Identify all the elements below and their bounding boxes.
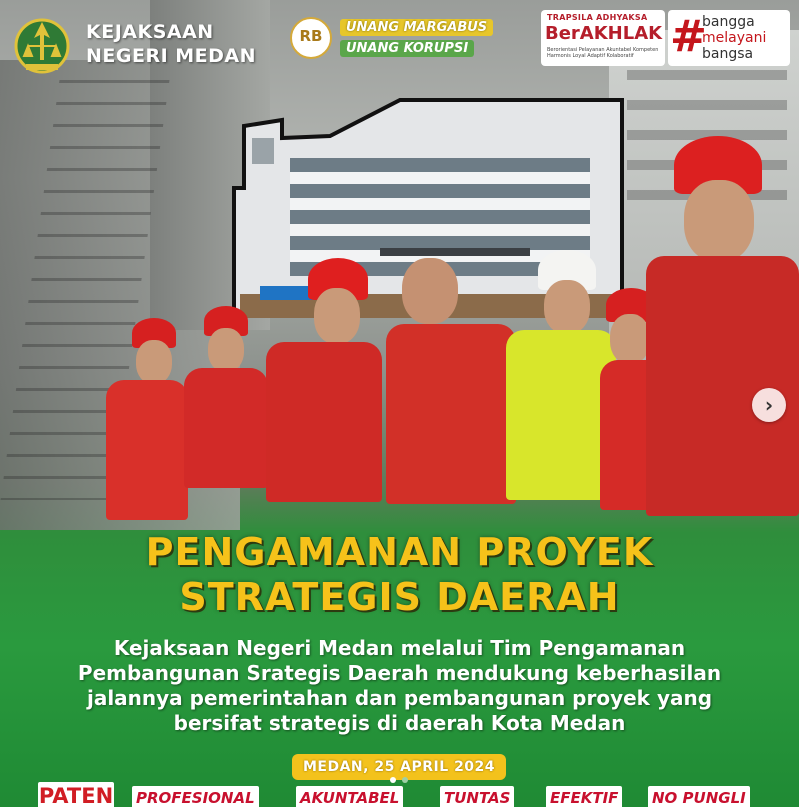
headline-line1: PENGAMANAN PROYEK bbox=[145, 530, 654, 574]
worker-1 bbox=[96, 318, 188, 518]
bangga-line2: melayani bbox=[702, 30, 767, 46]
description-text: Kejaksaan Negeri Medan melalui Tim Pengamanan Pembangunan Srategis Daerah mendukung keberhasilan jalannya pemerintahan dan pembangunan proyek yang bersifat strategis di daerah Kota Medan bbox=[77, 636, 722, 735]
berakhlak-logo bbox=[541, 10, 665, 66]
berakhlak-top-text: TRAPSILA ADHYAKSA bbox=[547, 13, 648, 22]
bangga-text bbox=[702, 14, 766, 62]
carousel-dots bbox=[388, 777, 418, 785]
org-name-line1: KEJAKSAAN bbox=[86, 21, 214, 43]
slogan-margabus: UNANG MARGABUS bbox=[340, 19, 493, 36]
hash-icon: # bbox=[670, 11, 707, 62]
slogan-korupsi: UNANG KORUPSI bbox=[340, 40, 474, 57]
value-akuntabel: AKUNTABEL bbox=[296, 786, 403, 807]
value-profesional: PROFESIONAL bbox=[132, 786, 259, 807]
paten-label: PATEN bbox=[38, 782, 114, 807]
headline-line2: STRATEGIS DAERAH bbox=[179, 575, 620, 619]
bangga-line1: bangga bbox=[702, 14, 755, 30]
berakhlak-main-text: BerAKHLAK bbox=[545, 23, 663, 44]
carousel-dot-active[interactable] bbox=[390, 777, 396, 783]
kejaksaan-emblem-icon bbox=[10, 12, 74, 76]
carousel-next-button[interactable] bbox=[752, 388, 786, 422]
carousel-dot[interactable] bbox=[402, 777, 408, 783]
bangga-melayani-logo bbox=[668, 10, 790, 66]
date-badge: MEDAN, 25 APRIL 2024 bbox=[292, 754, 506, 780]
worker-3 bbox=[256, 258, 386, 508]
rb-badge-text: RB bbox=[299, 27, 323, 45]
org-name-line2: NEGERI MEDAN bbox=[86, 45, 257, 67]
value-efektif: EFEKTIF bbox=[546, 786, 622, 807]
bangga-line3: bangsa bbox=[702, 46, 754, 62]
worker-7 bbox=[640, 136, 799, 516]
value-tuntas: TUNTAS bbox=[440, 786, 514, 807]
chevron-right-icon: › bbox=[764, 393, 774, 417]
header bbox=[0, 0, 799, 82]
value-no-pungli: NO PUNGLI bbox=[648, 786, 750, 807]
organization-name bbox=[86, 20, 256, 68]
berakhlak-sub-text: Berorientasi Pelayanan Akuntabel Kompeten Harmonis Loyal Adaptif Kolaboratif bbox=[547, 47, 659, 59]
rb-badge-icon bbox=[290, 17, 332, 59]
